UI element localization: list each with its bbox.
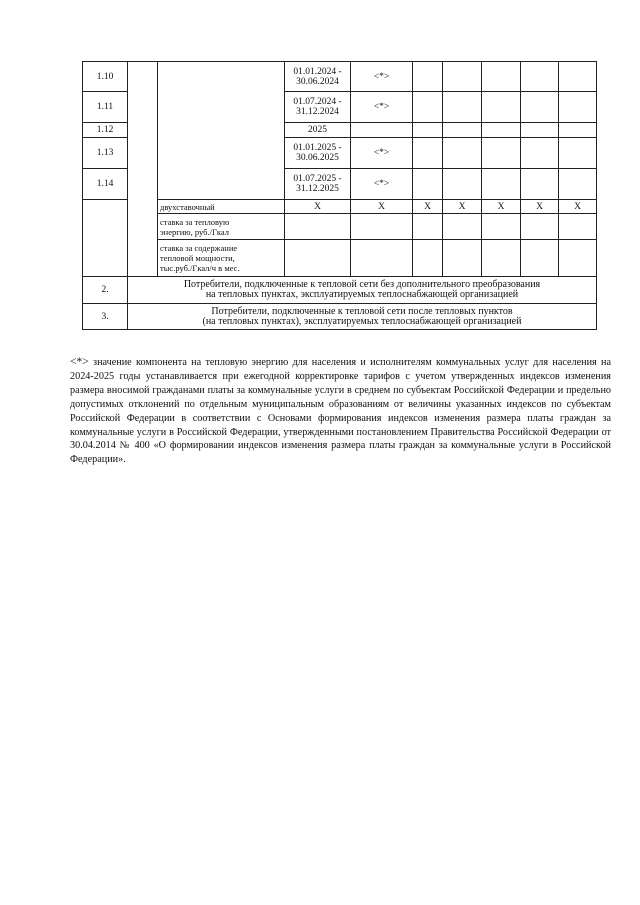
value-cell [443, 123, 482, 138]
value-cell [482, 138, 521, 169]
x-mark: X [351, 200, 413, 214]
blank-label-cell [158, 62, 285, 200]
energy-rate-line: энергию, руб./Гкал [160, 226, 229, 237]
footnote-mark: <*> [351, 138, 413, 169]
section-number: 3. [83, 304, 128, 330]
value-cell [482, 62, 521, 92]
value-cell [413, 62, 443, 92]
value-cell [413, 214, 443, 240]
period-end: 30.06.2025 [296, 153, 339, 163]
value-cell [482, 214, 521, 240]
x-mark: X [443, 200, 482, 214]
period-cell: 2025 [285, 123, 351, 138]
period-end: 30.06.2024 [296, 76, 339, 87]
value-cell [521, 92, 559, 123]
section-3-line: (на тепловых пунктах), эксплуатируемых теплоснабжающей организацией [202, 315, 522, 327]
period-cell [285, 92, 351, 123]
footnote-mark: <*> [70, 356, 89, 368]
footnote [70, 356, 611, 467]
period-cell [285, 138, 351, 169]
value-cell [482, 92, 521, 123]
section-2-line: Потребители, подключенные к тепловой сети без дополнительного преобразования [183, 279, 541, 290]
table-row [83, 240, 597, 277]
period-cell [285, 169, 351, 200]
row-number: 1.13 [83, 138, 128, 169]
value-cell [521, 214, 559, 240]
x-mark: X [413, 200, 443, 214]
value-cell [559, 92, 597, 123]
value-cell [413, 240, 443, 277]
table-row [83, 62, 597, 92]
value-cell [559, 62, 597, 92]
table-row [83, 200, 597, 214]
x-mark: X [285, 200, 351, 214]
value-cell [443, 214, 482, 240]
capacity-rate-line: ставка за содержание [160, 243, 238, 253]
capacity-rate-line: тыс.руб./Гкал/ч в мес. [160, 263, 240, 273]
period-start: 01.07.2025 - [293, 174, 342, 184]
section-number: 2. [83, 277, 128, 304]
x-mark: X [482, 200, 521, 214]
footnote-mark: <*> [351, 169, 413, 200]
value-cell [413, 169, 443, 200]
capacity-rate-label [158, 240, 285, 277]
value-cell [285, 214, 351, 240]
x-mark: X [559, 200, 597, 214]
period-start: 01.01.2024 - [293, 66, 342, 77]
value-cell [559, 138, 597, 169]
energy-rate-line: ставка за тепловую [160, 216, 230, 227]
period-end: 31.12.2025 [296, 184, 339, 194]
blank-column-cell [128, 62, 158, 277]
value-cell [521, 62, 559, 92]
value-cell [285, 240, 351, 277]
value-cell [413, 138, 443, 169]
value-cell [413, 92, 443, 123]
value-cell [521, 169, 559, 200]
value-cell [443, 62, 482, 92]
tariff-table [82, 61, 597, 330]
energy-rate-label [158, 214, 285, 240]
period-start: 01.01.2025 - [293, 143, 342, 153]
value-cell [413, 123, 443, 138]
period-cell [285, 62, 351, 92]
footnote-mark: <*> [351, 62, 413, 92]
value-cell [559, 169, 597, 200]
row-number: 1.12 [83, 123, 128, 138]
two-part-label: двухставочный [158, 200, 285, 214]
value-cell [482, 123, 521, 138]
value-cell [482, 240, 521, 277]
value-cell [559, 123, 597, 138]
capacity-rate-line: тепловой мощности, [160, 253, 235, 263]
section-2-heading [128, 277, 597, 304]
period-start: 01.07.2024 - [293, 97, 342, 107]
row-number: 1.11 [83, 92, 128, 123]
value-cell [521, 123, 559, 138]
blank-number-cell [83, 200, 128, 277]
section-3-heading [128, 304, 597, 330]
value-cell [443, 240, 482, 277]
value-cell [443, 138, 482, 169]
value-cell [351, 214, 413, 240]
period-end: 31.12.2024 [296, 107, 339, 117]
value-cell [351, 123, 413, 138]
value-cell [443, 169, 482, 200]
value-cell [351, 240, 413, 277]
value-cell [443, 92, 482, 123]
value-cell [521, 240, 559, 277]
table-row [83, 304, 597, 330]
section-2-line: на тепловых пунктах, эксплуатируемых теплоснабжающей организацией [205, 289, 519, 300]
value-cell [559, 240, 597, 277]
value-cell [521, 138, 559, 169]
x-mark: X [521, 200, 559, 214]
table-row [83, 214, 597, 240]
value-cell [482, 169, 521, 200]
value-cell [559, 214, 597, 240]
section-3-line: Потребители, подключенные к тепловой сети после тепловых пунктов [211, 305, 513, 317]
footnote-mark: <*> [351, 92, 413, 123]
table-row [83, 277, 597, 304]
row-number: 1.10 [83, 62, 128, 92]
footnote-text: значение компонента на тепловую энергию для населения и исполнителям коммунальных услуг для населения на 2024-2025 годы устанавливается при ежегодной корректировке тарифов с учетом утвержденных индексов изменения размера вносимой гражданами платы за коммунальные услуги в среднем по субъектам Российской Федерации и предельно допустимых отклонений по отдельным муниципальным образованиям от величины указанных индексов по субъектам Российской Федерации в соответствии с Основами формирования индексов изменения размера платы граждан за коммунальные услуги в Российской Федерации, утвержденными постановлением Правительства Российской Федерации от 30.04.2014 № 400 «О формировании индексов изменения размера платы граждан за коммунальные услуги в Российской Федерации». [70, 357, 611, 466]
row-number: 1.14 [83, 169, 128, 200]
